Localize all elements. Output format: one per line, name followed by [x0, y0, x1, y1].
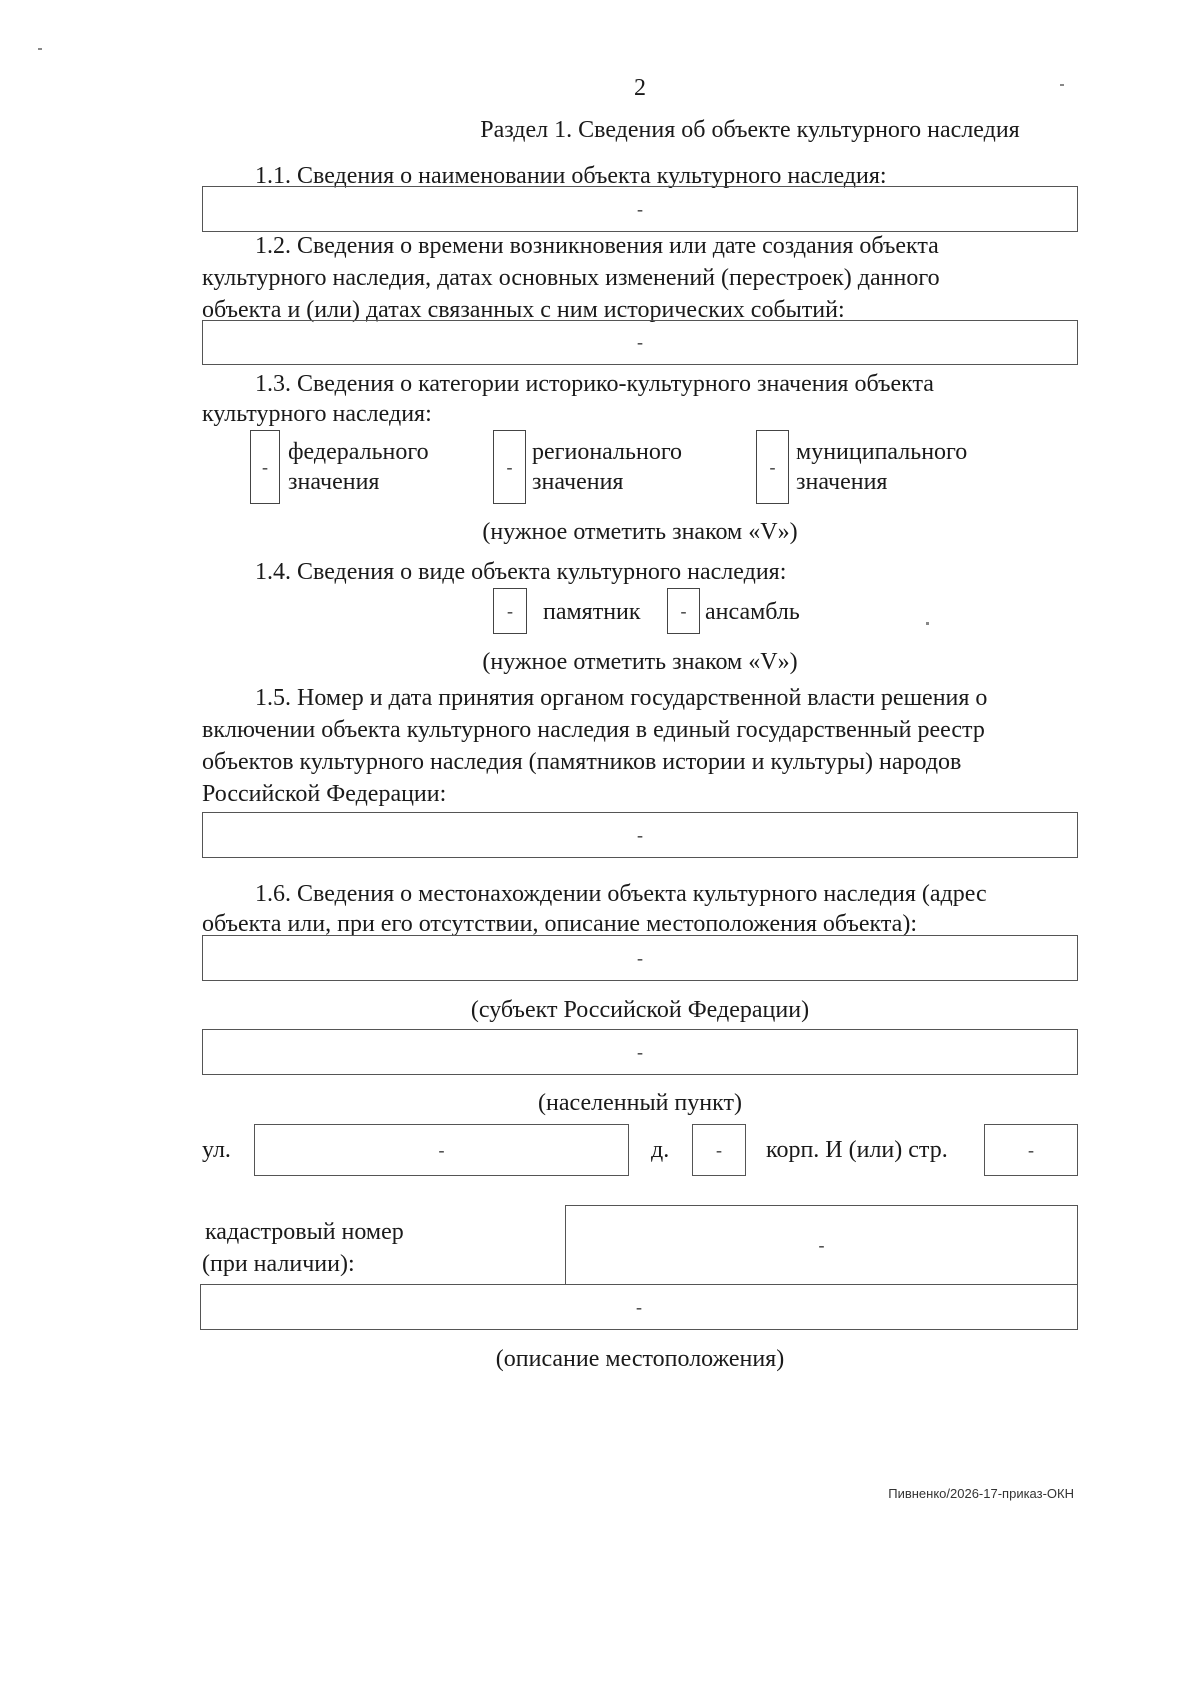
house-label: д. [651, 1137, 670, 1163]
cadastral-number-field[interactable]: - [565, 1205, 1078, 1285]
regional-significance-checkbox[interactable]: - [493, 430, 526, 504]
s1-2-label-line2: культурного наследия, датах основных изменений (перестроек) данного [202, 265, 940, 291]
settlement-field[interactable]: - [202, 1029, 1078, 1075]
federal-significance-label-line2: значения [288, 469, 380, 495]
s1-5-label-line2: включении объекта культурного наследия в единый государственный реестр [202, 717, 985, 743]
location-description-field[interactable]: - [200, 1284, 1078, 1330]
scan-speck [1060, 84, 1064, 86]
street-label: ул. [202, 1137, 231, 1163]
scan-speck [38, 48, 42, 50]
municipal-significance-label-line2: значения [796, 469, 888, 495]
scan-speck [926, 622, 929, 625]
section-title: Раздел 1. Сведения об объекте культурного наследия [480, 117, 1020, 143]
location-description-caption: (описание местоположения) [495, 1346, 785, 1372]
s1-3-label-line2: культурного наследия: [202, 401, 432, 427]
s1-4-hint: (нужное отметить знаком «V») [482, 649, 798, 675]
page-number: 2 [634, 75, 646, 101]
document-reference-footer: Пивненко/2026-17-приказ-ОКН [888, 1486, 1074, 1501]
monument-checkbox[interactable]: - [493, 588, 527, 634]
s1-6-label-line1: 1.6. Сведения о местонахождении объекта культурного наследия (адрес [255, 881, 987, 907]
s1-3-label-line1: 1.3. Сведения о категории историко-культурного значения объекта [255, 371, 934, 397]
house-field[interactable]: - [692, 1124, 746, 1176]
monument-label: памятник [543, 599, 641, 625]
s1-2-label-line3: объекта и (или) датах связанных с ним исторических событий: [202, 297, 845, 323]
ensemble-checkbox[interactable]: - [667, 588, 700, 634]
municipal-significance-label-line1: муниципального [796, 439, 968, 465]
s1-1-name-field[interactable]: - [202, 186, 1078, 232]
s1-2-label-line1: 1.2. Сведения о времени возникновения или дате создания объекта [255, 233, 939, 259]
federal-significance-label-line1: федерального [288, 439, 429, 465]
regional-significance-label-line1: регионального [532, 439, 683, 465]
s1-5-label-line4: Российской Федерации: [202, 781, 447, 807]
building-field[interactable]: - [984, 1124, 1078, 1176]
regional-significance-label-line2: значения [532, 469, 624, 495]
federal-significance-checkbox[interactable]: - [250, 430, 280, 504]
s1-4-label: 1.4. Сведения о виде объекта культурного наследия: [255, 559, 787, 585]
s1-6-label-line2: объекта или, при его отсутствии, описание местоположения объекта): [202, 911, 917, 937]
cadastral-label-line2: (при наличии): [202, 1251, 355, 1277]
s1-3-hint: (нужное отметить знаком «V») [482, 519, 798, 545]
ensemble-label: ансамбль [705, 599, 800, 625]
s1-5-label-line1: 1.5. Номер и дата принятия органом государственной власти решения о [255, 685, 988, 711]
s1-1-label: 1.1. Сведения о наименовании объекта культурного наследия: [255, 163, 887, 189]
municipal-significance-checkbox[interactable]: - [756, 430, 789, 504]
street-field[interactable]: - [254, 1124, 629, 1176]
cadastral-label-line1: кадастровый номер [205, 1219, 404, 1245]
s1-2-dates-field[interactable]: - [202, 320, 1078, 365]
federal-subject-field[interactable]: - [202, 935, 1078, 981]
settlement-caption: (населенный пункт) [538, 1090, 742, 1116]
s1-5-label-line3: объектов культурного наследия (памятников истории и культуры) народов [202, 749, 962, 775]
registry-decision-field[interactable]: - [202, 812, 1078, 858]
building-label: корп. И (или) стр. [766, 1137, 948, 1163]
federal-subject-caption: (субъект Российской Федерации) [470, 997, 810, 1023]
